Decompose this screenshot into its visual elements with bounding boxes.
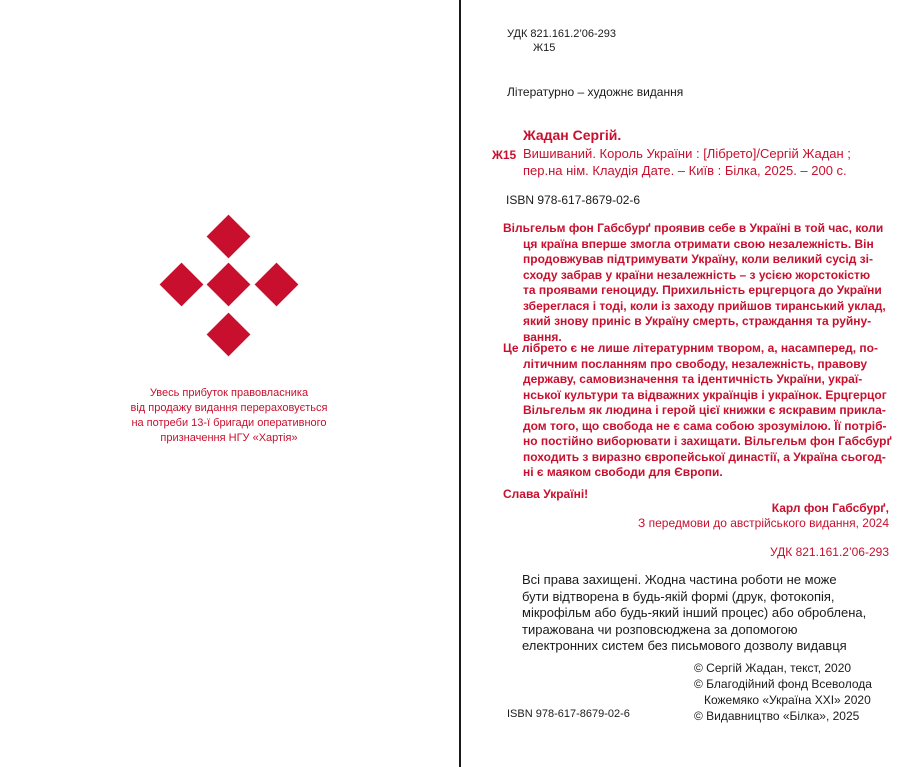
rights-line: мікрофільм або будь-який інший процес) або оброблена, — [522, 605, 867, 620]
note-line: на потреби 13-ї бригади оперативного — [131, 417, 327, 429]
para-line: та проявами геноциду. Прихильність ерцгерцога до України — [523, 283, 882, 297]
logo-diamond-bottom — [207, 313, 251, 357]
logo-diamond-right — [255, 263, 299, 307]
copyright-line: Кожемяко «Україна XXI» 2020 — [694, 693, 871, 707]
para-line: збереглася і тоді, коли із заходу прийшов тиранський уклад, — [523, 298, 886, 313]
logo-diamond-left — [160, 263, 204, 307]
logo-diamond-center — [207, 263, 251, 307]
udk-top: УДК 821.161.2’06-293 — [507, 28, 617, 40]
copyright-line: © Благодійний фонд Всеволода — [694, 677, 872, 691]
para-line: Вільгельм як людина і герой цієї книжки є яскравим прикла- — [523, 403, 886, 417]
bibliographic-citation — [523, 145, 851, 179]
signature-source: З передмови до австрійського видання, 2024 — [638, 516, 889, 530]
proceeds-note — [100, 386, 358, 446]
para-line: продовжував підтримувати Україну, коли великий сусід зі- — [523, 252, 873, 266]
annotation-paragraph-2 — [503, 341, 892, 481]
para-line: який знову приніс в Україну смерть, страждання та руйну- — [523, 314, 872, 328]
code-top: Ж15 — [533, 42, 556, 54]
page-spine-divider — [459, 0, 461, 767]
genre-line: Літературно – художнє видання — [507, 85, 684, 99]
copyright-line: © Сергій Жадан, текст, 2020 — [694, 661, 852, 675]
rights-line: Всі права захищені. Жодна частина роботи не може — [522, 572, 837, 587]
slava-ukraini: Слава Україні! — [503, 487, 589, 501]
para-line: Це лібрето є не лише літературним твором, а, насамперед, по- — [503, 341, 879, 355]
note-line: від продажу видання перераховується — [130, 402, 328, 414]
para-line: дом того, що свобода не є сама собою зрозумілою. Її потріб- — [523, 418, 887, 433]
para-line: вання. — [523, 329, 562, 344]
para-line: Вільгельм фон Габсбурґ проявив себе в Україні в той час, коли — [503, 221, 884, 235]
para-line: ця країна вперше змогла отримати свою незалежність. Він — [523, 236, 874, 251]
note-line: Увесь прибуток правовласника — [149, 387, 309, 399]
rights-line: тиражована чи розповсюджена за допомогою — [522, 621, 798, 637]
para-line: но постійно виборювати і захищати. Вільгельм фон Габсбурґ — [523, 434, 892, 448]
signature-name: Карл фон Габсбурґ, — [771, 501, 889, 515]
isbn-bottom: ISBN 978-617-8679-02-6 — [507, 708, 630, 720]
copyright-block — [694, 660, 872, 724]
rights-reserved-notice — [522, 572, 866, 655]
isbn-top: ISBN 978-617-8679-02-6 — [506, 193, 641, 207]
catalog-code: Ж15 — [492, 148, 517, 162]
para-line: нської культури та відважних українців і українок. Ерцгерцог — [523, 387, 887, 402]
citation-line: пер.на нім. Клаудія Дате. – Київ : Білка, 2025. – 200 с. — [523, 163, 847, 178]
para-line: ні є маяком свободи для Європи. — [523, 465, 723, 479]
udk-red: УДК 821.161.2’06-293 — [770, 545, 889, 559]
citation-line: Вишиваний. Король України : [Лібрето]/Сергій Жадан ; — [523, 146, 851, 161]
para-line: літичним посланням про свободу, незалежність, правову — [523, 356, 867, 371]
left-page — [0, 0, 459, 767]
rights-line: електронних систем без письмового дозволу видавця — [522, 638, 847, 653]
author-name: Жадан Сергій. — [523, 127, 622, 143]
para-line: сходу забрав у країни незалежність – з усією жорстокістю — [523, 267, 871, 282]
note-line: призначення НГУ «Хартія» — [160, 432, 298, 444]
logo-diamond-top — [207, 215, 251, 259]
copyright-line: © Видавництво «Білка», 2025 — [694, 709, 860, 723]
para-line: походить з виразно європейської династії, а Україна сьогод- — [523, 449, 886, 464]
para-line: державу, самовизначення та ідентичність України, украї- — [523, 372, 863, 386]
rights-line: бути відтворена в будь-якій формі (друк, фотокопія, — [522, 588, 835, 604]
annotation-paragraph-1 — [503, 221, 886, 345]
